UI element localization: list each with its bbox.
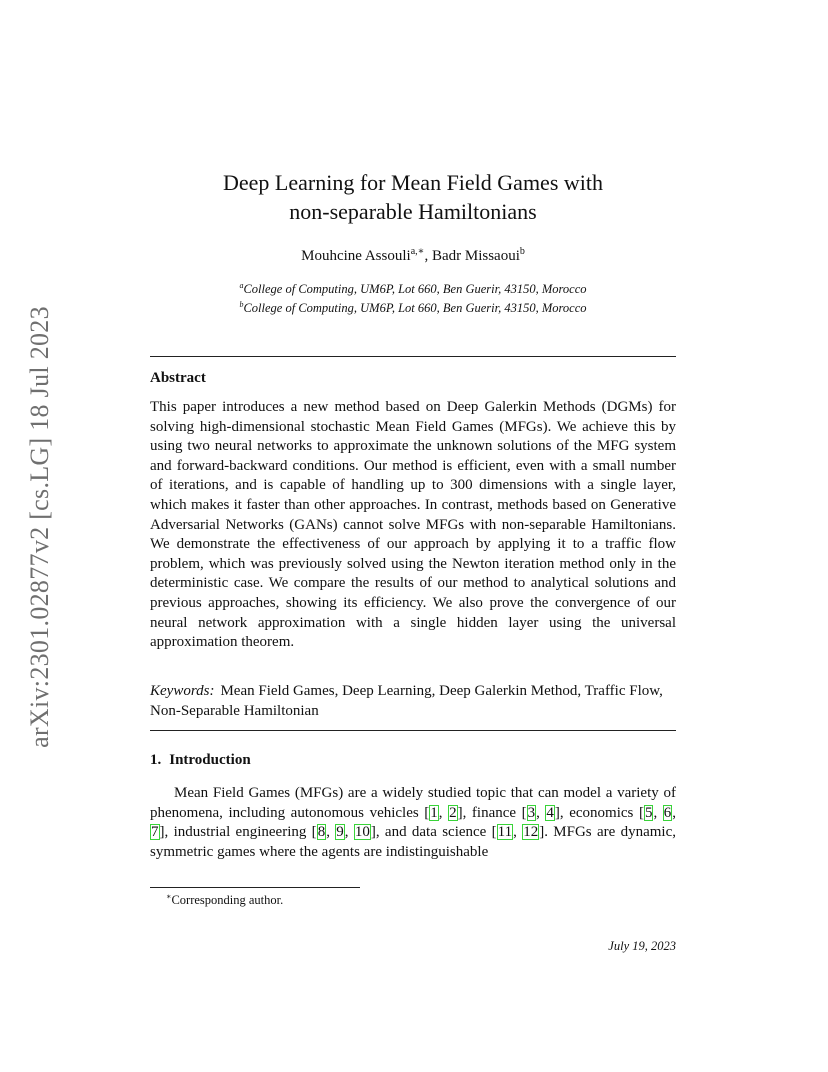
citation-link[interactable]: 11 — [497, 824, 513, 841]
preprint-date: July 19, 2023 — [608, 939, 676, 953]
intro-text-segment: ], industrial engineering [ — [159, 824, 317, 841]
paper-title — [150, 168, 676, 226]
citation-separator: , — [672, 804, 676, 821]
keywords-text: Mean Field Games, Deep Learning, Deep Galerkin Method, Traffic Flow, Non-Separable Hamiltonian — [150, 683, 663, 719]
introduction-paragraph — [150, 784, 676, 862]
section-number: 1. — [150, 752, 162, 768]
intro-text-segment: ], and data science [ — [370, 824, 497, 841]
intro-text-segment: ]. MFGs are dynamic, symmetric games where the agents are indistinguishable — [150, 824, 676, 860]
footnote-text: Corresponding author. — [171, 893, 284, 908]
citation-link[interactable]: 6 — [663, 804, 672, 821]
intro-text-segment: ], economics [ — [554, 804, 644, 821]
citation-link[interactable]: 12 — [523, 824, 539, 841]
intro-text-segment: ], finance [ — [457, 804, 527, 821]
citation-link[interactable]: 9 — [336, 824, 344, 841]
citation-link[interactable]: 10 — [354, 824, 370, 841]
affiliation-b — [150, 297, 676, 316]
citation-link[interactable]: 5 — [644, 804, 653, 821]
citation-separator: , — [513, 824, 523, 841]
citation-link[interactable]: 1 — [430, 804, 438, 821]
section-title: Introduction — [169, 752, 251, 768]
author-list — [150, 246, 676, 265]
keywords — [150, 682, 676, 721]
title-line-2: non-separable Hamiltonians — [289, 199, 537, 224]
citation-separator: , — [536, 804, 546, 821]
citation-separator: , — [653, 804, 663, 821]
abstract-bottom-rule — [150, 730, 676, 731]
arxiv-side-stamp — [22, 296, 58, 758]
citation-link[interactable]: 4 — [546, 804, 554, 821]
section-heading-introduction — [150, 752, 251, 769]
affiliation-list — [150, 278, 676, 316]
abstract-top-rule — [150, 356, 676, 357]
citation-separator: , — [438, 804, 449, 821]
author-2-affiliation-mark: b — [519, 246, 525, 257]
citation-link[interactable]: 2 — [449, 804, 457, 821]
citation-link[interactable]: 7 — [151, 824, 159, 841]
title-line-1: Deep Learning for Mean Field Games with — [223, 170, 603, 195]
footnote-rule — [150, 887, 360, 888]
citation-link[interactable]: 8 — [317, 824, 326, 841]
arxiv-identifier[interactable]: arXiv:2301.02877v2 [cs.LG] 18 Jul 2023 — [25, 306, 55, 748]
author-2: Badr Missaoui — [431, 248, 520, 264]
abstract-heading: Abstract — [150, 370, 206, 386]
affiliation-b-mark: b — [239, 300, 244, 310]
citation-link[interactable]: 3 — [527, 804, 536, 821]
author-1: Mouhcine Assouli — [301, 248, 411, 264]
author-1-affiliation-mark: a,∗ — [410, 246, 425, 257]
abstract-text: This paper introduces a new method based on Deep Galerkin Methods (DGMs) for solving high-dimensional stochastic Mean Field Games (MFGs). We achieve this by using two neural networks to approximate the unknown solutions of the MFG system and forward-backward conditions. Our method is efficient, even with a small number of iterations, and is capable of handling up to 300 dimensions with a single layer, which makes it faster than other approaches. In contrast, methods based on Generative Adversarial Networks (GANs) cannot solve MFGs with non-separable Hamiltonians. We demonstrate the effectiveness of our approach by applying it to a traffic flow problem, which was previously solved using the Newton iteration method only in the deterministic case. We compare the results of our method to analytical solutions and previous approaches, showing its efficiency. We also prove the convergence of our neural network approximation with a single hidden layer using the universal approximation theorem. — [150, 399, 676, 651]
keywords-label: Keywords: — [150, 683, 215, 699]
footnote-mark: ∗ — [166, 892, 172, 901]
citation-separator: , — [326, 824, 336, 841]
affiliation-a — [150, 278, 676, 297]
footnote — [166, 892, 283, 908]
citation-separator: , — [344, 824, 354, 841]
affiliation-a-text: College of Computing, UM6P, Lot 660, Ben Guerir, 43150, Morocco — [243, 282, 587, 297]
intro-text-segment: Mean Field Games (MFGs) are a widely studied topic that can model a variety of phenomena, including autonomous vehicles [ — [150, 785, 676, 821]
author-separator: , — [424, 248, 432, 264]
affiliation-b-text: College of Computing, UM6P, Lot 660, Ben Guerir, 43150, Morocco — [243, 301, 587, 316]
affiliation-a-mark: a — [239, 281, 244, 290]
